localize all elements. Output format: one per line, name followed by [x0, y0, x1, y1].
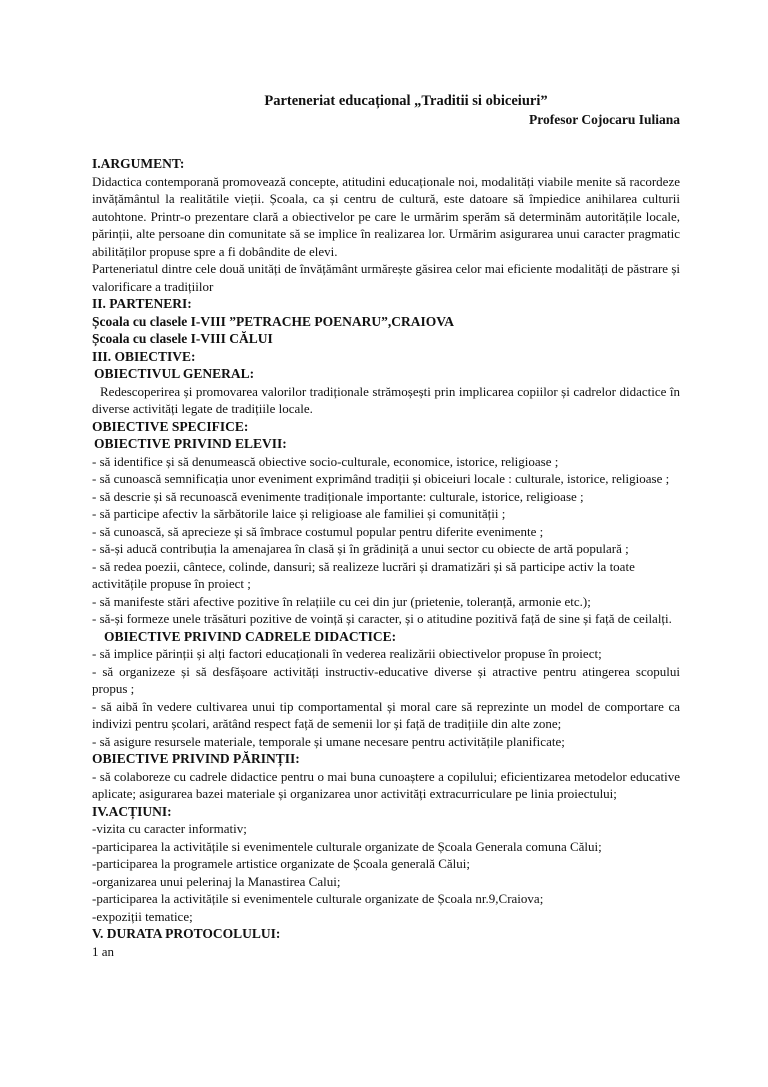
list-item: - să organizeze și să desfășoare activități instructiv-educative diverse și atractive pentru atingerea scopului propus ;	[92, 663, 680, 696]
subheading-general-objective: OBIECTIVUL GENERAL:	[94, 366, 255, 381]
subheading-parents-objectives: OBIECTIVE PRIVIND PĂRINȚII:	[92, 751, 300, 766]
list-item: - să-și aducă contribuția la amenajarea în clasă și în grădiniță a unui sector cu obiecte de artă populară ;	[92, 541, 629, 556]
list-item: - să descrie și să recunoască evenimente tradiționale importante: culturale, istorice, religioase ;	[92, 488, 584, 504]
list-item: -participarea la activitățile si evenimentele culturale organizate de Școala Generala comuna Călui;	[92, 838, 602, 854]
list-item: - să asigure resursele materiale, temporale și umane necesare pentru activitățile planificate;	[92, 733, 565, 749]
section-heading-objectives: III. OBIECTIVE:	[92, 348, 196, 364]
partner-item: Școala cu clasele I-VIII ”PETRACHE POENARU”,CRAIOVA	[92, 313, 455, 329]
section-heading-actions: IV.ACȚIUNI:	[92, 803, 172, 819]
list-item: -vizita cu caracter informativ;	[92, 821, 247, 836]
argument-paragraph-1: Didactica contemporană promovează concepte, atitudini educaționale noi, modalități viabile menite să racordeze invățământul la realitătile vieții. Școala, ca și centru de cultură, este datoare să împiedice anihilarea culturii autohtone. Printr-o prezentare clară a obiectivelor pe care le urmărim sperăm să determinăm autoritățile locale, părinții, alte persoane din comunitate să se implice în realizarea lor. Urmărim asigurarea unui caracter pragmatic abilităților propuse spre a fi dobândite de elevi.	[92, 173, 680, 259]
subheading-teachers-objectives: OBIECTIVE PRIVIND CADRELE DIDACTICE:	[104, 628, 397, 644]
list-item: - să implice părinții și alți factori educaționali în vederea realizării obiectivelor propuse în proiect;	[92, 646, 602, 661]
list-item: -participarea la activitățile si evenimentele culturale organizate de Școala nr.9,Craiova;	[92, 891, 544, 906]
list-item: -participarea la programele artistice organizate de Școala generală Călui;	[92, 856, 471, 871]
document-author: Profesor Cojocaru Iuliana	[529, 112, 680, 127]
argument-paragraph-2: Parteneriatul dintre cele două unități de învățământ urmărește găsirea celor mai eficiente modalități de păstrare și valorificare a tradițiilor	[92, 261, 680, 294]
list-item: - să participe afectiv la sărbătorile laice și religioase ale familiei și comunității ;	[92, 506, 506, 521]
list-item: - să redea poezii, cântece, colinde, dansuri; să realizeze lucrări și dramatizări și să participe activ la toate activitățile propuse în proiect ;	[92, 558, 635, 591]
document-title: Parteneriat educațional „Traditii si obiceiuri”	[264, 93, 548, 109]
subheading-students-objectives: OBIECTIVE PRIVIND ELEVII:	[94, 436, 287, 451]
partner-item: Școala cu clasele I-VIII CĂLUI	[92, 331, 273, 346]
list-item: - să cunoască, să aprecieze și să îmbrace costumul popular pentru diferite evenimente ;	[92, 523, 544, 539]
list-item: - să identifice și să denumească obiective socio-culturale, economice, istorice, religioase ;	[92, 453, 559, 469]
list-item: - să cunoască semnificația unor eveniment exprimând tradiții și obiceiuri locale : culturale, istorice, religioase ;	[92, 471, 670, 486]
subheading-specific-objectives: OBIECTIVE SPECIFICE:	[92, 418, 249, 434]
duration-value: 1 an	[92, 943, 115, 959]
section-heading-duration: V. DURATA PROTOCOLULUI:	[92, 926, 281, 941]
section-heading-argument: I.ARGUMENT:	[92, 156, 185, 171]
list-item: - să-și formeze unele trăsături pozitive de voință și caracter, și o atitudine pozitivă față de sine și față de ceilalți.	[92, 611, 672, 626]
list-item: - să manifeste stări afective pozitive în relațiile cu cei din jur (prietenie, toleranță, armonie etc.);	[92, 593, 591, 609]
list-item: -organizarea unui pelerinaj la Manastirea Calui;	[92, 873, 341, 889]
list-item: - să aibă în vedere cultivarea unui tip comportamental și moral care să reprezinte un model de comportare ca indivizi pentru școlari, arătând respect față de semenii lor și față de tradițiile din alte zone;	[92, 698, 680, 731]
section-heading-partners: II. PARTENERI:	[92, 296, 192, 311]
parents-objectives-text: - să colaboreze cu cadrele didactice pentru o mai buna cunoaștere a copilului; eficientizarea metodelor educative aplicate; asigurarea bazei materiale și organizarea unor activități extracurriculare pe linia proiectului;	[92, 768, 680, 801]
list-item: -expoziții tematice;	[92, 908, 193, 924]
general-objective-text: Redescoperirea și promovarea valorilor tradiționale strămoșești prin implicarea copiilor și cadrelor didactice în diverse activități legate de tradițiile locale.	[92, 383, 680, 416]
